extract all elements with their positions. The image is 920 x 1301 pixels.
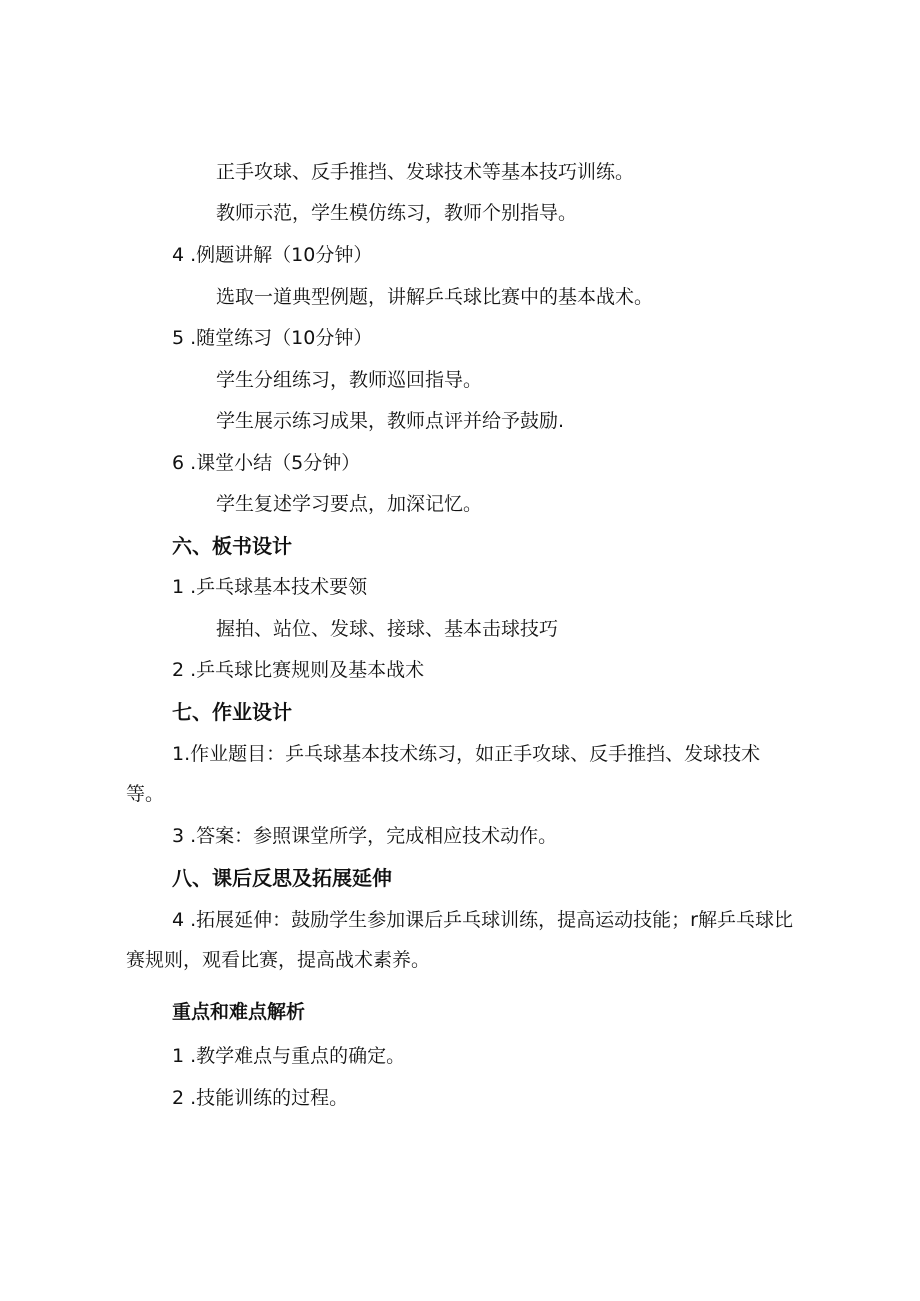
list-item: 2 .技能训练的过程。 (172, 1087, 349, 1109)
paragraph: 1.作业题目：乒乓球基本技术练习，如正手攻球、反手推挡、发球技术等。 (126, 743, 761, 805)
text-line: 握拍、站位、发球、接球、基本击球技巧 (216, 618, 559, 640)
text-line: 学生展示练习成果，教师点评并给予鼓励. (216, 410, 565, 432)
paragraph: 4 .拓展延伸：鼓励学生参加课后乒乓球训练，提高运动技能；r解乒乓球比赛规则，观看比赛，提高战术素养。 (126, 909, 793, 971)
section-heading: 八、课后反思及拓展延伸 (172, 866, 392, 890)
list-item: 6 .课堂小结（5分钟） (172, 452, 361, 474)
list-item: 1 .教学难点与重点的确定。 (172, 1045, 406, 1067)
section-heading: 六、板书设计 (172, 534, 292, 558)
list-item: 1 .乒乓球基本技术要领 (172, 576, 368, 598)
text-line: 正手攻球、反手推挡、发球技术等基本技巧训练。 (216, 161, 635, 183)
text-line: 学生复述学习要点，加深记忆。 (216, 493, 483, 515)
section-heading: 七、作业设计 (172, 700, 292, 724)
text-line: 教师示范，学生模仿练习，教师个别指导。 (216, 202, 578, 224)
list-item: 5 .随堂练习（10分钟） (172, 327, 373, 349)
list-item: 3 .答案：参照课堂所学，完成相应技术动作。 (172, 825, 558, 847)
list-item: 4 .例题讲解（10分钟） (172, 244, 373, 266)
list-item: 2 .乒乓球比赛规则及基本战术 (172, 659, 425, 681)
text-line: 选取一道典型例题，讲解乒乓球比赛中的基本战术。 (216, 286, 654, 308)
subsection-heading: 重点和难点解析 (172, 1001, 306, 1023)
text-line: 学生分组练习，教师巡回指导。 (216, 369, 483, 391)
